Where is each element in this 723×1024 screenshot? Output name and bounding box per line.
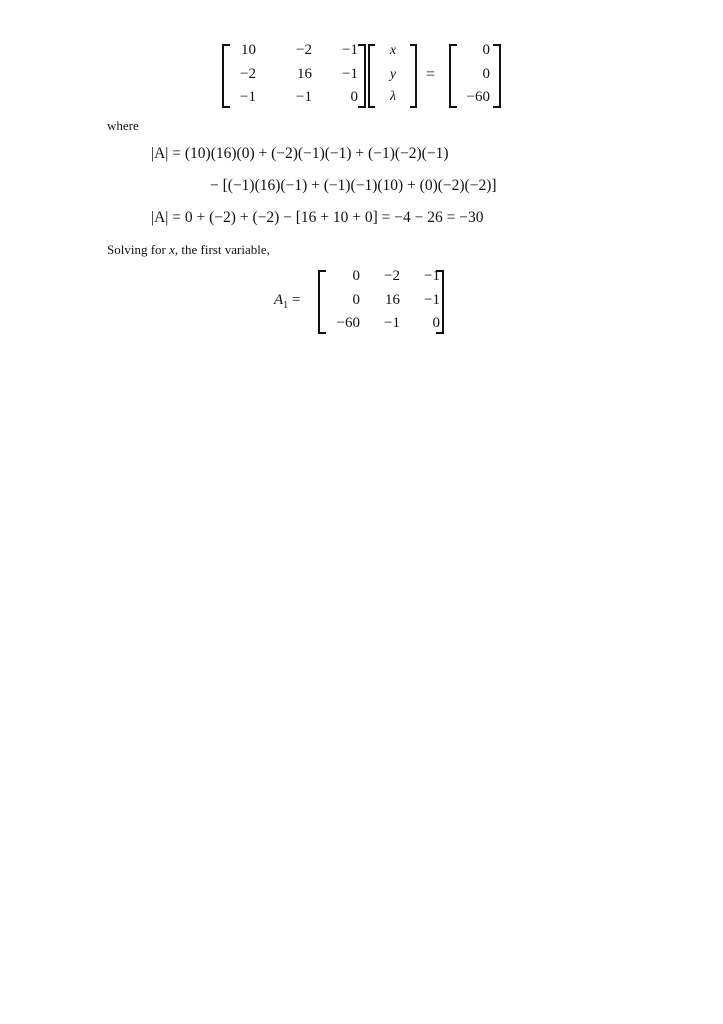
a1-label (274, 292, 300, 311)
a1-cell: −60 (336, 315, 360, 331)
a1-cell: 0 (352, 292, 360, 308)
solving-text (107, 242, 270, 258)
vector-cell: λ (389, 89, 397, 104)
matrix-cell: −1 (296, 89, 312, 105)
matrix-cell: −1 (342, 66, 358, 82)
solving-suffix: , the first variable, (174, 242, 270, 257)
a1-cell: −2 (384, 268, 400, 284)
matrix-cell: −1 (240, 89, 256, 105)
a1-cell: −1 (424, 268, 440, 284)
where-text: where (107, 118, 139, 133)
a1-equals: = (288, 292, 301, 308)
a1-label-base: A (274, 292, 284, 308)
matrix-right-bracket (358, 44, 366, 108)
rhs-right-bracket (493, 44, 501, 108)
vector-cell: y (389, 67, 397, 82)
rhs-cell: −60 (466, 89, 490, 105)
determinant-line-1: |A| = (10)(16)(0) + (−2)(−1)(−1) + (−1)(−2)(−1) (151, 145, 449, 162)
rhs-cell: 0 (482, 66, 490, 82)
determinant-line-2: − [(−1)(16)(−1) + (−1)(−1)(10) + (0)(−2)(−2)] (210, 177, 497, 194)
vector-left-bracket (368, 44, 375, 108)
matrix-cell: 0 (350, 89, 358, 105)
matrix-cell: −2 (240, 66, 256, 82)
matrix-cell: 10 (241, 42, 256, 58)
matrix-cell: −1 (342, 42, 358, 58)
a1-cell: 0 (432, 315, 440, 331)
a1-label-subscript: 1 (283, 300, 289, 311)
a1-cell: 16 (385, 292, 400, 308)
solving-prefix: Solving for (107, 242, 170, 257)
determinant-line-3: |A| = 0 + (−2) + (−2) − [16 + 10 + 0] = −4 − 26 = −30 (151, 209, 484, 226)
matrix-cell: −2 (296, 42, 312, 58)
a1-cell: −1 (384, 315, 400, 331)
equals-sign: = (426, 66, 436, 83)
rhs-cell: 0 (482, 42, 490, 58)
a1-cell: −1 (424, 292, 440, 308)
matrix-cell: 16 (297, 66, 312, 82)
a1-cell: 0 (352, 268, 360, 284)
solving-variable: x (169, 242, 175, 257)
vector-right-bracket (410, 44, 417, 108)
vector-cell: x (389, 43, 397, 58)
